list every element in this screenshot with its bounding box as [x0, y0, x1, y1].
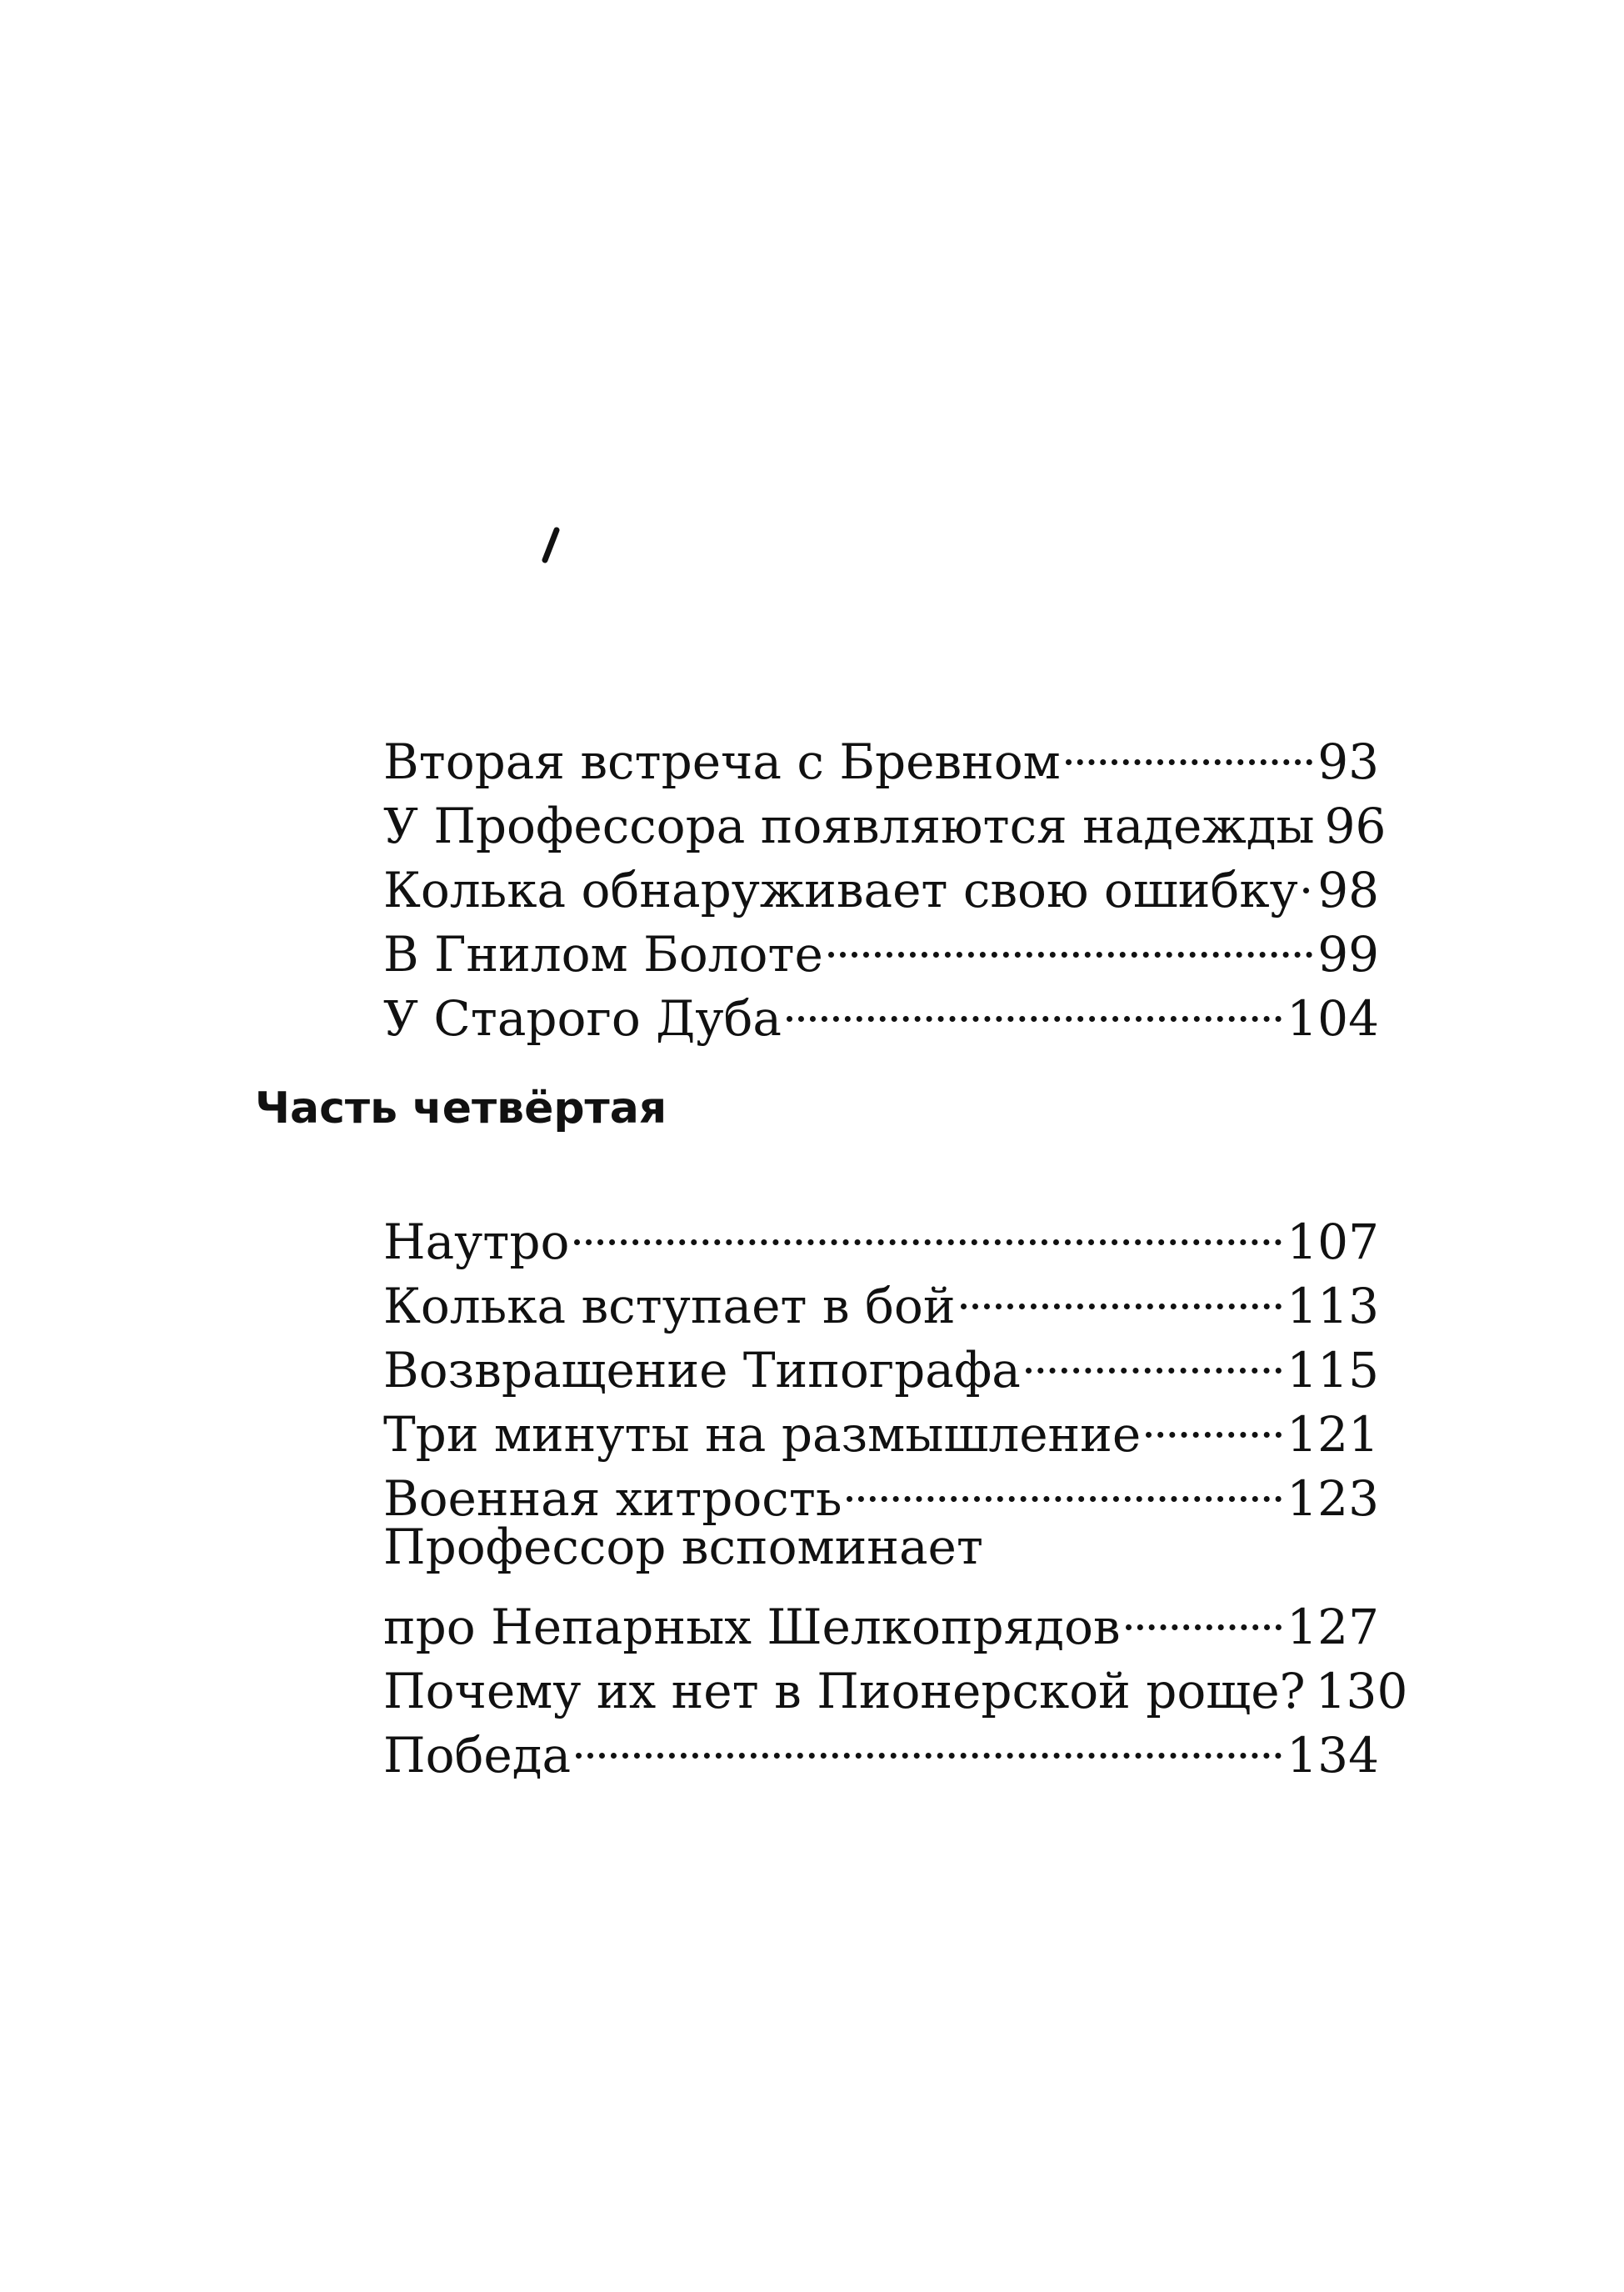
toc-entry-title: У Старого Дуба: [383, 990, 782, 1047]
dot-leader: [576, 1708, 1282, 1772]
toc-entry-page: 98: [1317, 862, 1379, 918]
toc-entry[interactable]: [383, 714, 1379, 790]
toc-entry-page: 127: [1287, 1599, 1379, 1655]
toc-entry-title: Колька вступает в бой: [383, 1278, 956, 1334]
dot-leader: [1126, 1579, 1282, 1644]
toc-entry-page: 93: [1317, 733, 1379, 790]
toc-entry-title-line-2: про Непарных Шелкопрядов: [383, 1599, 1121, 1655]
toc-entry-title: Наутро: [383, 1214, 570, 1270]
toc-entry-title: У Профессора появляются надежды: [383, 798, 1315, 854]
toc-entry-title: Победа: [383, 1727, 572, 1784]
dot-leader: [574, 1194, 1282, 1259]
dot-leader: [1146, 1387, 1282, 1451]
toc-entry[interactable]: [383, 1194, 1379, 1270]
toc-entry-page: 130: [1315, 1663, 1408, 1719]
toc-entry-page: 113: [1287, 1278, 1379, 1334]
dot-leader: [1303, 843, 1312, 907]
toc-entry-page: 99: [1317, 926, 1379, 983]
stray-ink-mark: [538, 527, 562, 565]
toc-entry-title: Почему их нет в Пионерской роще?: [383, 1663, 1306, 1719]
toc-entry-page: 123: [1287, 1470, 1379, 1527]
toc-entry-title: Военная хитрость: [383, 1470, 842, 1527]
toc-entry-title-line-1: Профессор вспоминает: [383, 1519, 983, 1575]
toc-entry-page: 121: [1287, 1406, 1379, 1463]
toc-entry-line-1[interactable]: [383, 1515, 1379, 1579]
toc-entry-page: 104: [1287, 990, 1379, 1047]
toc-entry[interactable]: [383, 1579, 1379, 1655]
part-heading: Часть четвёртая: [255, 1083, 667, 1133]
toc-entry-page: 107: [1287, 1214, 1379, 1270]
dot-leader: [828, 907, 1312, 971]
toc-entry-page: 96: [1324, 798, 1387, 854]
toc-entry-title: Колька обнаруживает свою ошибку: [383, 862, 1298, 918]
toc-entry-title: В Гнилом Болоте: [383, 926, 823, 983]
dot-leader: [847, 1451, 1282, 1515]
dot-leader: [961, 1259, 1282, 1323]
toc-section-continued: [383, 714, 1387, 1047]
dot-leader: [787, 971, 1282, 1035]
dot-leader: [1066, 714, 1312, 778]
toc-entry-title: Вторая встреча с Бревном: [383, 733, 1061, 790]
toc-entry-title: Возвращение Типографа: [383, 1342, 1021, 1399]
dot-leader: [1026, 1323, 1282, 1387]
toc-entry-page: 115: [1287, 1342, 1379, 1399]
toc-section-part-4: [383, 1194, 1408, 1784]
toc-entry-page: 134: [1287, 1727, 1379, 1784]
toc-entry-title: Три минуты на размышление: [383, 1406, 1142, 1463]
